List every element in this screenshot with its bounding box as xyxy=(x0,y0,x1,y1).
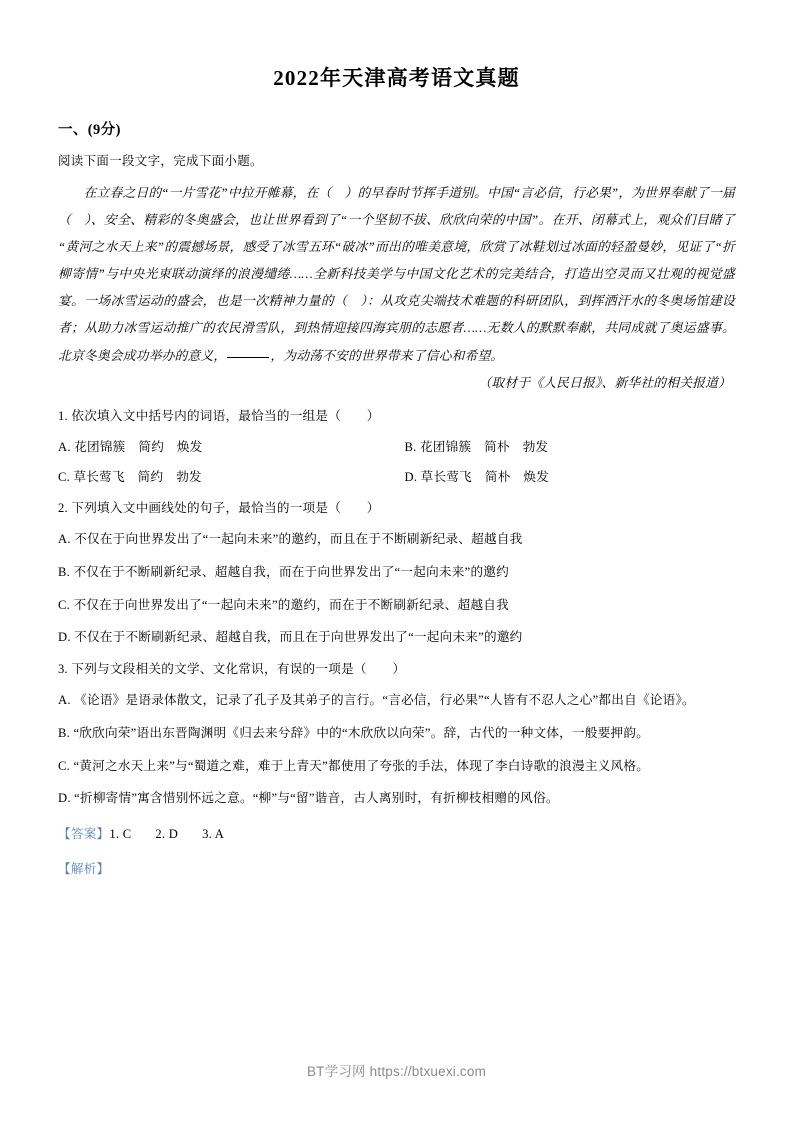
question-1-option-b[interactable]: B. 花团锦簇 简朴 勃发 xyxy=(404,439,549,454)
question-2-option-b[interactable]: B. 不仅在于不断刷新纪录、超越自我，而在于向世界发出了“一起向未来”的邀约 xyxy=(58,564,509,579)
answer-item-3: 3. A xyxy=(202,827,225,842)
answer-item-1: 1. C xyxy=(109,827,132,842)
question-2-option-d[interactable]: D. 不仅在于不断刷新纪录、超越自我，而且在于向世界发出了“一起向未来”的邀约 xyxy=(58,630,523,645)
section-heading: 一、(9分) xyxy=(58,122,121,138)
question-1-options-row-1 xyxy=(58,438,735,458)
question-3-option-d[interactable]: D. “折柳寄情”寓含惜别怀远之意。“柳”与“留”谐音，古人离别时，有折柳枝相赠的风俗。 xyxy=(58,791,559,806)
question-1-option-d[interactable]: D. 草长莺飞 简朴 焕发 xyxy=(404,470,550,485)
passage-text-part-1: 在立春之日的“一片雪花”中拉开帷幕，在（ ）的早春时节挥手道别。中国“言必信，行必果”，为世界奉献了一届（ ）、安全、精彩的冬奥盛会，也让世界看到了“一个坚韧不拔、欣欣向荣的中国”。在开、闭幕式上，观众们目睹了“黄河之水天上来”的震撼场景，感受了冰雪五环“破冰”而出的唯美意境，欣赏了冰鞋划过冰面的轻盈曼妙，见证了“折柳寄情”与中央光束联动演绎的浪漫缱绻……全新科技美学与中国文化艺术的完美结合，打造出空灵而又壮观的视觉盛宴。一场冰雪运动的盛会，也是一次精神力量的（ ）：从攻克尖端技术难题的科研团队，到挥洒汗水的冬奥场馆建设者；从助力冰雪运动推广的农民滑雪队，到热情迎接四海宾朋的志愿者……无数人的默默奉献，共同成就了奥运盛事。北京冬奥会成功举办的意义， xyxy=(58,185,735,363)
question-1-option-a[interactable]: A. 花团锦簇 简约 焕发 xyxy=(58,439,203,454)
question-3-option-b[interactable]: B. “欣欣向荣”语出东晋陶渊明《归去来兮辞》中的“木欣欣以向荣”。辞，古代的一种文体，一般要押韵。 xyxy=(58,726,650,741)
passage-attribution: （取材于《人民日报》、新华社的相关报道） xyxy=(478,375,731,390)
section-instruction: 阅读下面一段文字，完成下面小题。 xyxy=(58,154,263,168)
question-1-stem: 1. 依次填入文中括号内的词语，最恰当的一组是（ ） xyxy=(58,409,380,424)
answer-block xyxy=(58,824,735,844)
question-1-option-c[interactable]: C. 草长莺飞 简约 勃发 xyxy=(58,470,202,485)
question-2-stem: 2. 下列填入文中画线处的句子，最恰当的一项是（ ） xyxy=(58,500,380,515)
passage-fill-blank xyxy=(227,357,269,358)
question-3-option-c[interactable]: C. “黄河之水天上来”与“蜀道之难，难于上青天”都使用了夸张的手法，体现了李白诗歌的浪漫主义风格。 xyxy=(58,758,650,773)
question-1-options-row-2 xyxy=(58,468,735,488)
question-2-option-c[interactable]: C. 不仅在于向世界发出了“一起向未来”的邀约，而在于不断刷新纪录、超越自我 xyxy=(58,597,509,612)
answer-tag: 【答案】 xyxy=(58,827,110,842)
answer-item-2: 2. D xyxy=(155,827,179,842)
analysis-tag: 【解析】 xyxy=(58,862,110,877)
question-2-option-a[interactable]: A. 不仅在于向世界发出了“一起向未来”的邀约，而且在于不断刷新纪录、超越自我 xyxy=(58,532,523,547)
analysis-block xyxy=(58,859,735,879)
footer-watermark: BT学习网 https://btxuexi.com xyxy=(306,1064,487,1079)
question-3-option-a[interactable]: A. 《论语》是语录体散文，记录了孔子及其弟子的言行。“言必信，行必果”“人皆有不忍人之心”都出自《论语》。 xyxy=(58,693,695,708)
passage-text-part-2: ，为动荡不安的世界带来了信心和希望。 xyxy=(270,348,504,363)
reading-passage xyxy=(58,180,735,370)
question-3-stem: 3. 下列与文段相关的文学、文化常识，有误的一项是（ ） xyxy=(58,661,406,676)
page-title: 2022年天津高考语文真题 xyxy=(273,66,520,90)
